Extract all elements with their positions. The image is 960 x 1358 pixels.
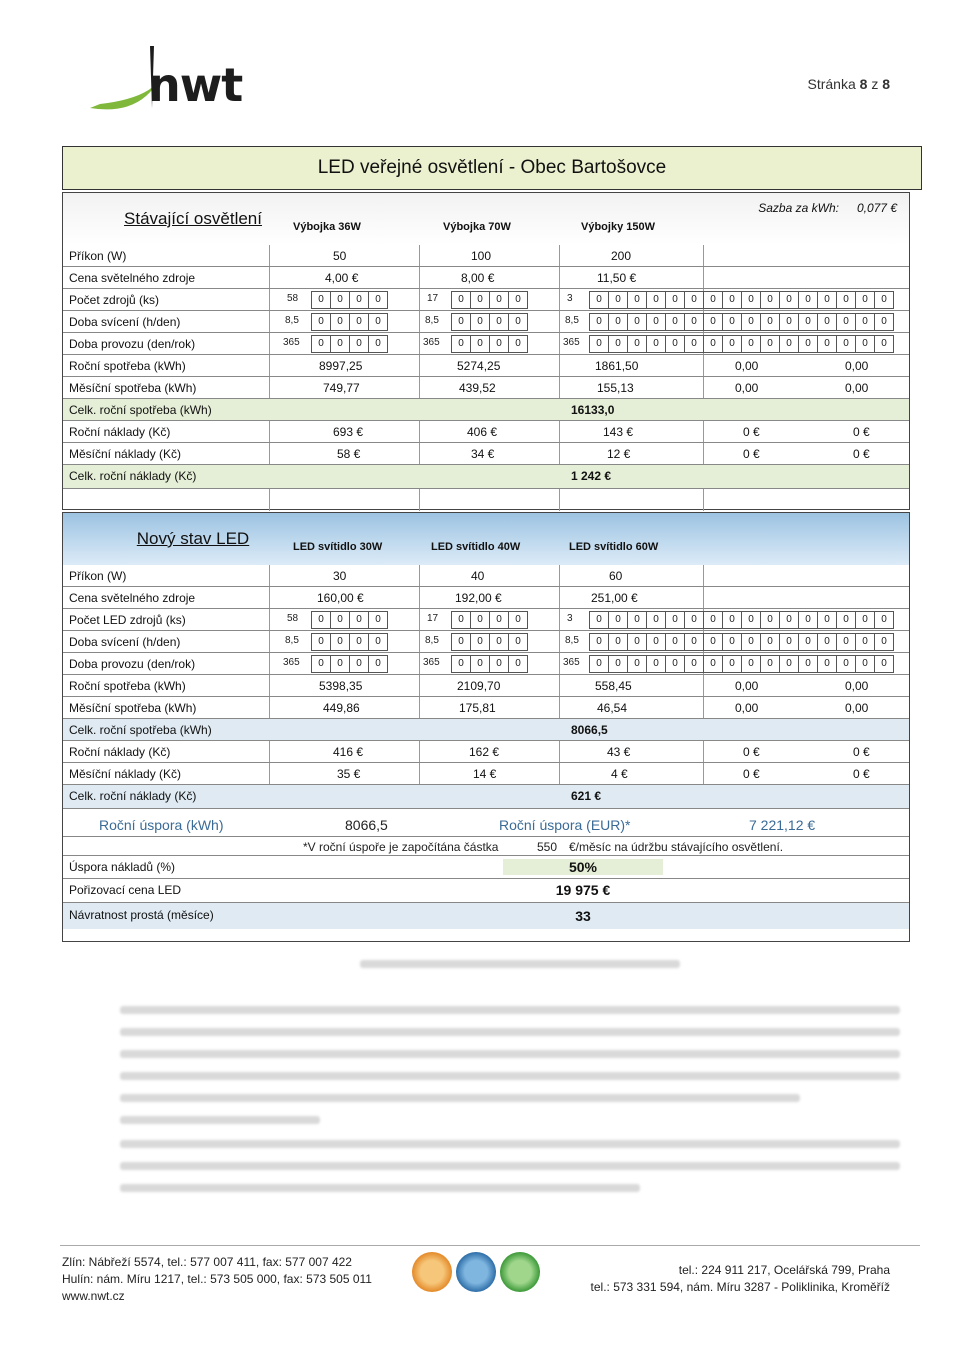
iso-cert-icon-3 [500,1252,540,1292]
count-cells-2: 0 0 0 0 [451,291,527,309]
led-row-celk-naklady: Celk. roční náklady (Kč) 621 € [63,785,909,809]
existing-heading: Stávající osvětlení [124,209,262,228]
savings-eur-label: Roční úspora (EUR)* [499,817,631,833]
logo-text: nwt [148,58,243,112]
iso-cert-icon-2 [456,1252,496,1292]
col-head-3: Výbojky 150W [581,221,655,233]
led-row-mesicni-naklady: Měsíční náklady (Kč) 35 € 14 € 4 € 0 € 0 € [63,763,909,785]
iso-cert-icon [412,1252,452,1292]
led-col-head-1: LED svítidlo 30W [293,541,383,553]
led-row-rocni-spotreba: Roční spotřeba (kWh) 5398,35 2109,70 558,45 0,00 0,00 [63,675,909,697]
led-row-celk-spotreba: Celk. roční spotřeba (kWh) 8066,5 [63,719,909,741]
count-cells-1: 0 0 0 0 [311,291,387,309]
existing-header [63,193,909,245]
return-row: Návratnost prostá (měsíce) 33 [63,903,909,929]
row-celk-naklady: Celk. roční náklady (Kč) 1 242 € [63,465,909,489]
savings-kwh-value: 8066,5 [345,817,388,833]
row-prikon: Příkon (W) 50 100 200 [63,245,909,267]
footer-right: tel.: 224 911 217, Ocelářská 799, Praha tel.: 573 331 594, nám. Míru 3287 - Poliklinika, Kroměříž [590,1263,890,1294]
price-value: 19 975 € [555,882,611,898]
led-table [62,512,910,942]
count-cells-3: 0 0 0 0 0 0 0 0 0 0 0 0 0 0 0 0 [589,291,893,309]
return-value: 33 [575,908,591,924]
led-col-head-2: LED svítidlo 40W [431,541,521,553]
row-celk-spotreba: Celk. roční spotřeba (kWh) 16133,0 [63,399,909,421]
col-head-2: Výbojka 70W [443,221,511,233]
page-title: LED veřejné osvětlení - Obec Bartošovce [62,146,922,190]
led-row-pocet: Počet LED zdrojů (ks) 58 0 0 0 0 17 0 0 0 0 3 0 0 0 0 0 0 0 0 0 0 0 0 0 0 0 0 [63,609,909,631]
savings-row [63,811,909,837]
led-header [63,513,909,565]
rate-per-kwh: Sazba za kWh: 0,077 € [758,201,897,215]
existing-lighting-table [62,192,910,510]
row-cena: Cena světelného zdroje 4,00 € 8,00 € 11,50 € [63,267,909,289]
price-row: Pořizovací cena LED 19 975 € [63,879,909,903]
led-row-rocni-naklady: Roční náklady (Kč) 416 € 162 € 43 € 0 € 0 € [63,741,909,763]
led-row-doba-d: Doba provozu (den/rok) 365 0 0 0 0 365 0 0 0 0 365 0 0 0 0 0 0 0 0 0 0 0 0 0 0 0 0 [63,653,909,675]
led-col-head-3: LED svítidlo 60W [569,541,659,553]
row-rocni-naklady: Roční náklady (Kč) 693 € 406 € 143 € 0 € 0 € [63,421,909,443]
footer-web-link[interactable]: www.nwt.cz [62,1289,125,1303]
led-row-doba-h: Doba svícení (h/den) 8,5 0 0 0 0 8,5 0 0 0 0 8,5 0 0 0 0 0 0 0 0 0 0 0 0 0 0 0 0 [63,631,909,653]
row-mesicni-naklady: Měsíční náklady (Kč) 58 € 34 € 12 € 0 € 0 € [63,443,909,465]
row-mesicni-spotreba: Měsíční spotřeba (kWh) 749,77 439,52 155,13 0,00 0,00 [63,377,909,399]
led-row-cena: Cena světelného zdroje 160,00 € 192,00 € 251,00 € [63,587,909,609]
row-pocet: Počet zdrojů (ks) 58 0 0 0 0 17 0 0 0 0 3 0 0 0 0 0 0 0 0 0 0 0 0 0 0 0 0 [63,289,909,311]
row-rocni-spotreba: Roční spotřeba (kWh) 8997,25 5274,25 1861,50 0,00 0,00 [63,355,909,377]
savings-pct-value: 50% [503,859,663,875]
led-row-mesicni-spotreba: Měsíční spotřeba (kWh) 449,86 175,81 46,54 0,00 0,00 [63,697,909,719]
col-head-1: Výbojka 36W [293,221,361,233]
footer-left: Zlín: Nábřeží 5574, tel.: 577 007 411, fax: 577 007 422 Hulín: nám. Míru 1217, tel.: 573 505 000, fax: 573 505 011 www.nwt.cz [62,1255,372,1303]
savings-note: *V roční úspoře je započítána částka 550 €/měsíc na údržbu stávajícího osvětlení. [303,840,784,854]
savings-pct-row: Úspora nákladů (%) 50% [63,855,909,879]
row-doba-d: Doba provozu (den/rok) 365 0 0 0 0 365 0 0 0 0 365 0 0 0 0 0 0 0 0 0 0 0 0 0 0 0 0 [63,333,909,355]
row-doba-h: Doba svícení (h/den) 8,5 0 0 0 0 8,5 0 0 0 0 8,5 0 0 0 0 0 0 0 0 0 0 0 0 0 0 0 0 [63,311,909,333]
savings-kwh-label: Roční úspora (kWh) [99,817,224,833]
led-row-prikon: Příkon (W) 30 40 60 [63,565,909,587]
savings-eur-value: 7 221,12 € [749,817,816,833]
led-heading: Nový stav LED [136,529,250,548]
page-number: Stránka 8 z 8 [807,76,890,92]
